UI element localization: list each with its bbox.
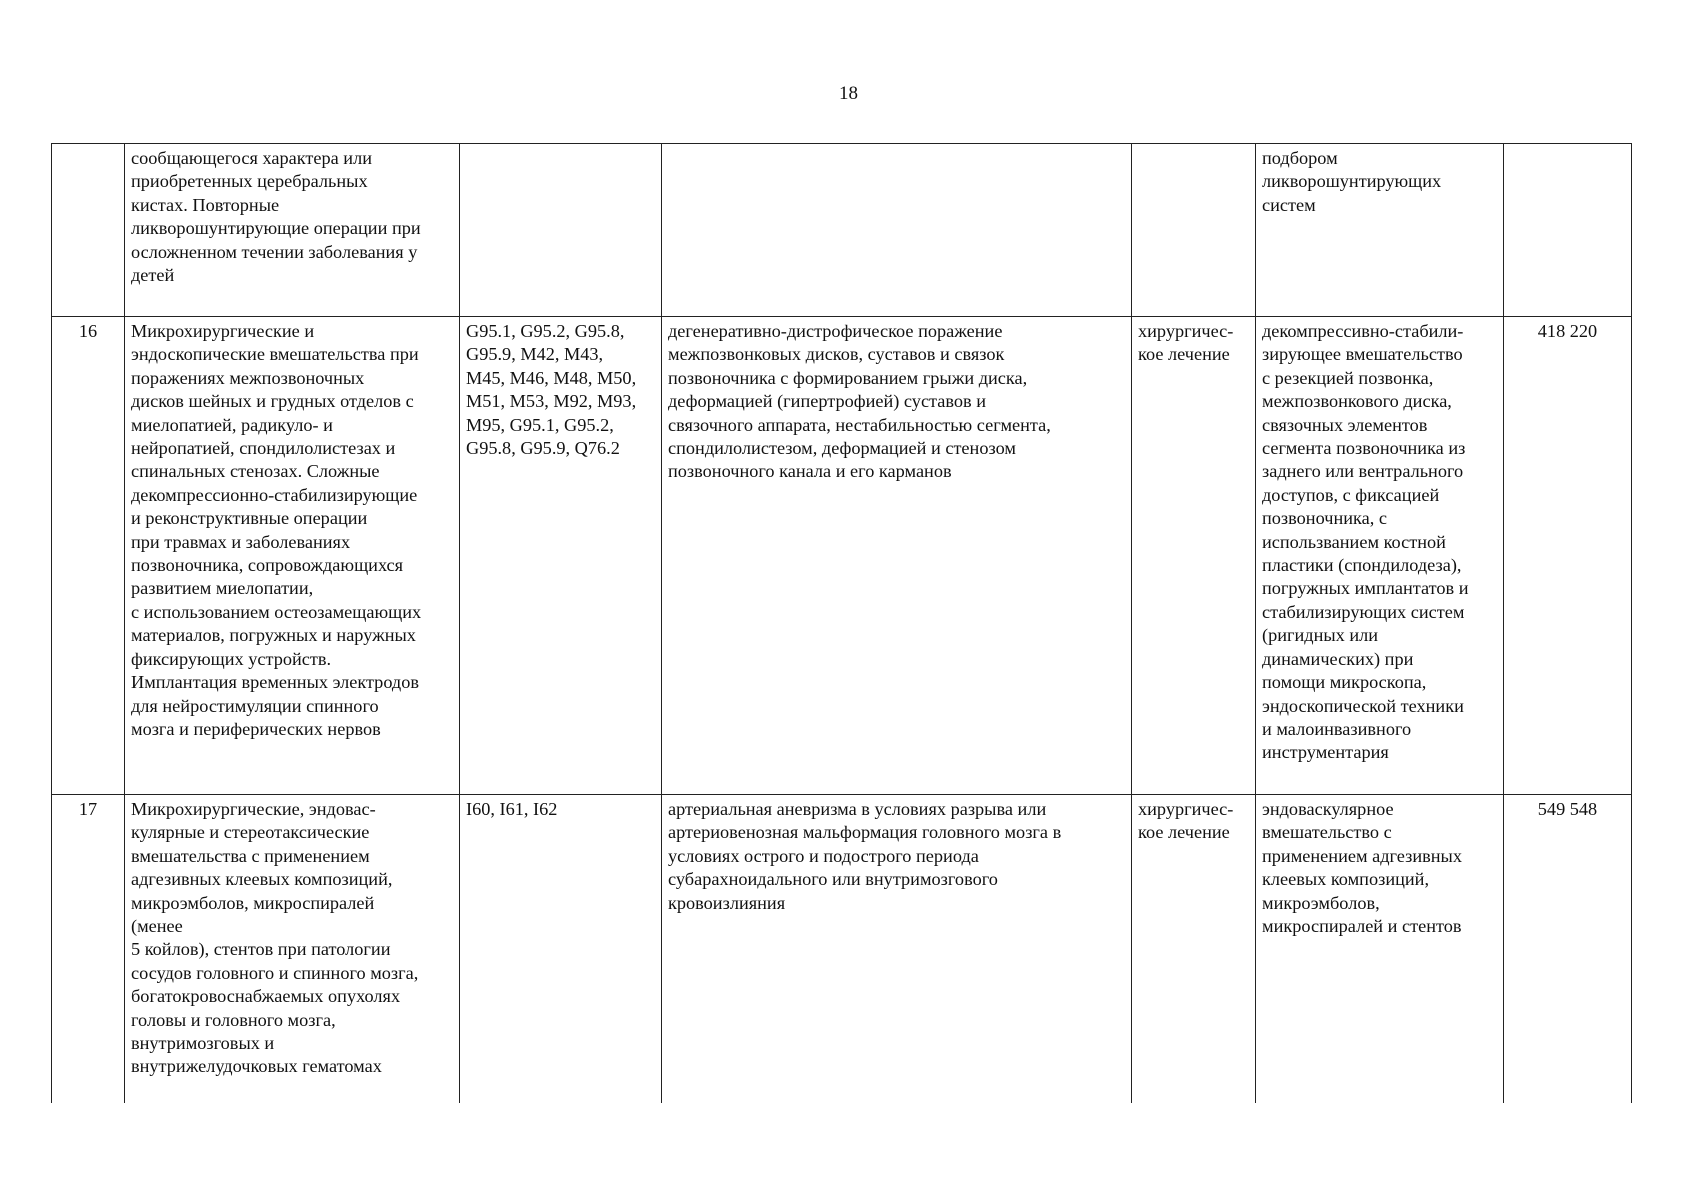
table-row xyxy=(52,144,1632,317)
treatment-method-cell: декомпрессивно-стабили- зирующее вмешательство с резекцией позвонка, межпозвонкового диска, связочных элементов сегмента позвоночника из заднего или вентрального доступов, с фиксацией позвоночника, с использванием костной пластики (спондилодеза), погружных имплантатов и стабилизирующих систем (ригидных или динамических) при помощи микроскопа, эндоскопической техники и малоинвазивного инструментария xyxy=(1256,317,1504,795)
medical-care-table xyxy=(51,143,1632,1103)
icd-codes-cell: I60, I61, I62 xyxy=(460,795,662,1103)
table-row xyxy=(52,795,1632,1103)
treatment-type-cell xyxy=(1132,144,1256,317)
price-cell: 549 548 xyxy=(1504,795,1632,1103)
patient-model-cell: дегенеративно-дистрофическое поражение межпозвонковых дисков, суставов и связок позвоночника с формированием грыжи диска, деформацией (гипертрофией) суставов и связочного аппарата, нестабильностью сегмента, спондилолистезом, деформацией и стенозом позвоночного канала и его карманов xyxy=(662,317,1132,795)
care-type-cell: Микрохирургические, эндовас- кулярные и стереотаксические вмешательства с применением адгезивных клеевых композиций, микроэмболов, микроспиралей (менее 5 койлов), стентов при патологии сосудов головного и спинного мозга, богатокровоснабжаемых опухолях головы и головного мозга, внутримозговых и внутрижелудочковых гематомах xyxy=(125,795,460,1103)
patient-model-cell: артериальная аневризма в условиях разрыва или артериовенозная мальформация головного мозга в условиях острого и подострого периода субарахноидального или внутримозгового кровоизлияния xyxy=(662,795,1132,1103)
page-number: 18 xyxy=(839,83,858,104)
treatment-type-cell: хирургичес- кое лечение xyxy=(1132,795,1256,1103)
price-cell: 418 220 xyxy=(1504,317,1632,795)
row-number-cell: 17 xyxy=(52,795,125,1103)
icd-codes-cell: G95.1, G95.2, G95.8, G95.9, M42, M43, M45, M46, M48, M50, M51, M53, M92, M93, M95, G95.1, G95.2, G95.8, G95.9, Q76.2 xyxy=(460,317,662,795)
treatment-method-cell: подбором ликворошунтирующих систем xyxy=(1256,144,1504,317)
care-type-cell: Микрохирургические и эндоскопические вмешательства при поражениях межпозвоночных дисков шейных и грудных отделов с миелопатией, радикуло- и нейропатией, спондилолистезах и спинальных стенозах. Сложные декомпрессионно-стабилизирующие и реконструктивные операции при травмах и заболеваниях позвоночника, сопровождающихся развитием миелопатии, с использованием остеозамещающих материалов, погружных и наружных фиксирующих устройств. Имплантация временных электродов для нейростимуляции спинного мозга и периферических нервов xyxy=(125,317,460,795)
care-type-cell: сообщающегося характера или приобретенных церебральных кистах. Повторные ликворошунтирующие операции при осложненном течении заболевания у детей xyxy=(125,144,460,317)
table-row xyxy=(52,317,1632,795)
treatment-method-cell: эндоваскулярное вмешательство с применением адгезивных клеевых композиций, микроэмболов, микроспиралей и стентов xyxy=(1256,795,1504,1103)
patient-model-cell xyxy=(662,144,1132,317)
row-number-cell xyxy=(52,144,125,317)
icd-codes-cell xyxy=(460,144,662,317)
row-number-cell: 16 xyxy=(52,317,125,795)
price-cell xyxy=(1504,144,1632,317)
treatment-type-cell: хирургичес- кое лечение xyxy=(1132,317,1256,795)
